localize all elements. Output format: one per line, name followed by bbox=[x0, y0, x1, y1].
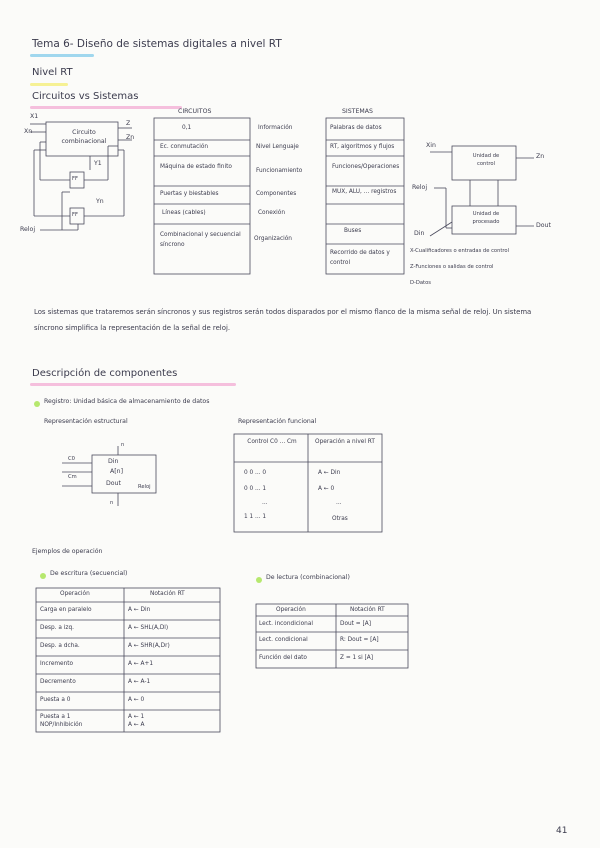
circuit-cell-5: Líneas (cables) bbox=[162, 210, 206, 216]
page-title: Tema 6- Diseño de sistemas digitales a nivel RT bbox=[32, 38, 282, 50]
system-cell-2: RT, algoritmos y flujos bbox=[330, 144, 395, 150]
func-row1-op: A ← Din bbox=[318, 470, 341, 476]
note-x: X-Cualificadores o entradas de control bbox=[410, 248, 510, 254]
read-header-rt: Notación RT bbox=[350, 607, 385, 613]
write-row1-op: Carga en paralelo bbox=[40, 607, 92, 613]
read-row3-rt: Z = 1 si [A] bbox=[340, 655, 374, 661]
read-ops-title: De lectura (combinacional) bbox=[266, 574, 350, 581]
write-row5-op: Decremento bbox=[40, 679, 76, 685]
read-row1-rt: Dout = [A] bbox=[340, 621, 371, 627]
section2-highlight bbox=[30, 383, 236, 386]
write-row6-rt: A ← 0 bbox=[128, 697, 145, 703]
input-x1: X1 bbox=[30, 113, 39, 120]
combinational-block-label: Circuito combinacional bbox=[61, 129, 107, 145]
write-row3-rt: A ← SHR(A,Dr) bbox=[128, 643, 170, 649]
paragraph-sync: Los sistemas que trataremos serán síncronos y sus registros serán todos disparados por el mismo flanco de la misma señal de reloj. Un sistema síncrono simplifica la representación de la señal de reloj. bbox=[34, 308, 532, 332]
register-din: Din bbox=[108, 458, 119, 465]
write-header-op: Operación bbox=[60, 591, 90, 597]
subhead-functional: Representación funcional bbox=[238, 418, 317, 425]
note-d: D-Datos bbox=[410, 280, 431, 286]
func-row2-op: A ← 0 bbox=[318, 486, 335, 492]
unit-control-label: Unidad de control bbox=[472, 153, 500, 167]
system-cell-5: Buses bbox=[344, 228, 362, 234]
section-descripcion-componentes: Descripción de componentes bbox=[32, 368, 178, 379]
write-row5-rt: A ← A-1 bbox=[128, 679, 151, 685]
note-z: Z-Funciones o salidas de control bbox=[410, 264, 494, 270]
read-row2-rt: R: Dout = [A] bbox=[340, 637, 379, 643]
write-row2-rt: A ← SHL(A,Dl) bbox=[128, 625, 169, 631]
func-header-op: Operación a nivel RT bbox=[315, 439, 375, 445]
bullet-dot-read bbox=[256, 577, 262, 583]
bullet-registro: Registro: Unidad básica de almacenamiento de datos bbox=[44, 398, 210, 405]
clock-label-right: Reloj bbox=[412, 184, 428, 191]
subhead-structural: Representación estructural bbox=[44, 418, 128, 425]
section-ejemplos-operacion: Ejemplos de operación bbox=[32, 548, 103, 555]
func-header-control: Control C0 ... Cm bbox=[247, 439, 297, 445]
read-row3-op: Función del dato bbox=[259, 655, 307, 661]
input-xn: Xn bbox=[24, 128, 33, 135]
write-row4-rt: A ← A+1 bbox=[128, 661, 154, 667]
control-output-label: Zn bbox=[536, 153, 545, 160]
sistemas-header: SISTEMAS bbox=[342, 108, 373, 115]
flipflop-n: FF bbox=[72, 212, 78, 218]
system-cell-1: Palabras de datos bbox=[330, 125, 382, 131]
state-y1: Y1 bbox=[94, 160, 102, 167]
register-bottom-width: n bbox=[110, 500, 114, 506]
section-circuitos-vs-sistemas: Circuitos vs Sistemas bbox=[32, 91, 139, 102]
func-row2-control: 0 0 ... 1 bbox=[244, 486, 267, 492]
control-input-label: Xin bbox=[426, 142, 436, 149]
func-row3-op: ... bbox=[336, 500, 342, 506]
register-dout: Dout bbox=[106, 480, 121, 487]
circuit-cell-3: Máquina de estado finito bbox=[160, 164, 232, 170]
read-row1-op: Lect. incondicional bbox=[259, 621, 314, 627]
state-yn: Yn bbox=[96, 198, 104, 205]
write-row8-rt: A ← A bbox=[128, 722, 145, 728]
func-row4-op: Otras bbox=[332, 516, 348, 522]
write-row6-op: Puesta a 0 bbox=[40, 697, 71, 703]
write-row8-op: NOP/Inhibición bbox=[40, 722, 83, 728]
flipflop-1: FF bbox=[72, 176, 78, 182]
aspect-cell-4: Componentes bbox=[256, 191, 297, 197]
output-zn: Zn bbox=[126, 134, 135, 141]
write-row4-op: Incremento bbox=[40, 661, 74, 667]
output-z: Z bbox=[126, 120, 131, 127]
read-row2-op: Lect. condicional bbox=[259, 637, 308, 643]
write-row3-op: Desp. a dcha. bbox=[40, 643, 80, 649]
register-clock: Reloj bbox=[138, 484, 151, 490]
register-top-width: n bbox=[121, 442, 125, 448]
circuitos-header: CIRCUITOS bbox=[178, 108, 212, 115]
page-number: 41 bbox=[556, 826, 568, 836]
bullet-dot-write bbox=[40, 573, 46, 579]
system-cell-6: Recorrido de datos y control bbox=[330, 250, 390, 266]
bullet-dot-registro bbox=[34, 401, 40, 407]
write-row1-rt: A ← Din bbox=[128, 607, 151, 613]
aspect-cell-3: Funcionamiento bbox=[256, 168, 303, 174]
write-ops-title: De escritura (secuencial) bbox=[50, 570, 128, 577]
unit-process-label: Unidad de procesado bbox=[472, 211, 500, 225]
circuit-cell-4: Puertas y biestables bbox=[160, 191, 219, 197]
func-row4-control: 1 1 ... 1 bbox=[244, 514, 267, 520]
register-control-c0: C0 bbox=[68, 456, 75, 462]
register-name: A[n] bbox=[110, 468, 123, 475]
circuit-cell-2: Ec. conmutación bbox=[160, 144, 209, 150]
system-cell-3: Funciones/Operaciones bbox=[332, 164, 400, 170]
write-header-rt: Notación RT bbox=[150, 591, 185, 597]
aspect-cell-6: Organización bbox=[254, 236, 292, 242]
circuit-cell-6: Combinacional y secuencial síncrono bbox=[160, 232, 241, 248]
write-row7-op: Puesta a 1 bbox=[40, 714, 71, 720]
func-row1-control: 0 0 ... 0 bbox=[244, 470, 267, 476]
data-in-label: Din bbox=[414, 230, 425, 237]
register-control-cm: Cm bbox=[68, 474, 77, 480]
write-row2-op: Desp. a izq. bbox=[40, 625, 74, 631]
circuit-cell-1: 0,1 bbox=[182, 125, 192, 131]
aspect-cell-2: Nivel Lenguaje bbox=[256, 144, 299, 150]
subtitle: Nivel RT bbox=[32, 67, 73, 78]
read-header-op: Operación bbox=[276, 607, 306, 613]
aspect-cell-5: Conexión bbox=[258, 210, 285, 216]
func-row3-control: ... bbox=[262, 500, 268, 506]
data-out-label: Dout bbox=[536, 222, 551, 229]
clock-label-left: Reloj bbox=[20, 226, 36, 233]
write-row7-rt: A ← 1 bbox=[128, 714, 145, 720]
system-cell-4: MUX, ALU, ... registros bbox=[332, 189, 397, 195]
aspect-cell-1: Información bbox=[258, 125, 293, 131]
